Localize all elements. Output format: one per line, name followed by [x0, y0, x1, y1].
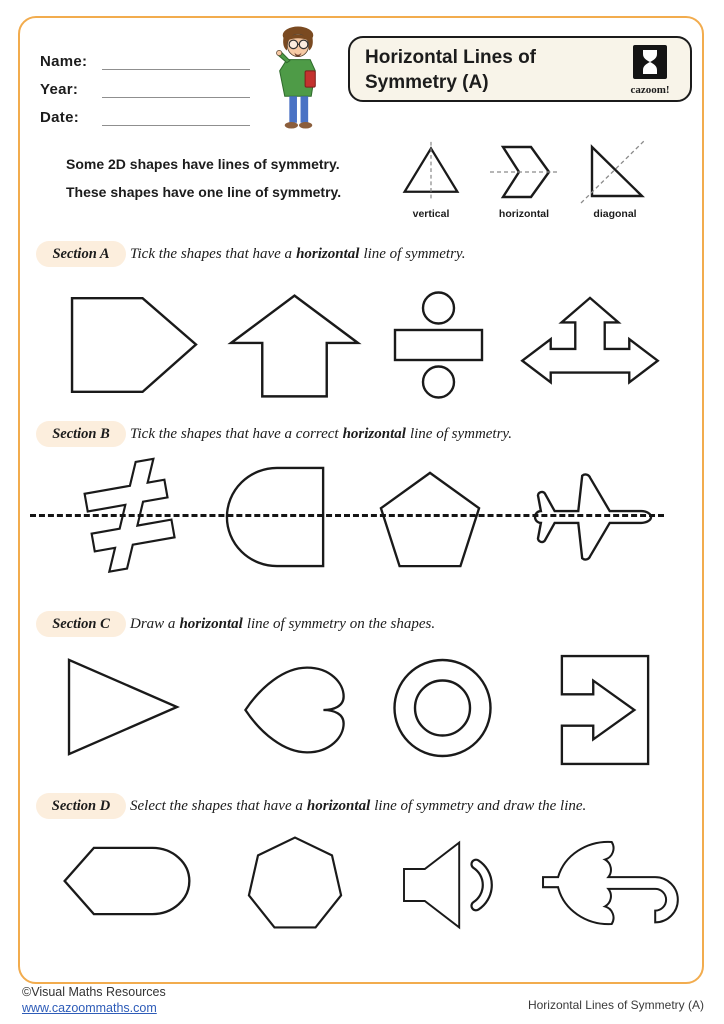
shape-three-way-arrow[interactable] — [516, 293, 664, 401]
title-box — [348, 36, 692, 102]
shape-speaker[interactable] — [400, 831, 504, 939]
example-label-horizontal: horizontal — [498, 208, 550, 220]
cazoom-logo-text: cazoom! — [630, 84, 670, 96]
section-d-label: Section D — [36, 793, 126, 819]
name-label: Name: — [40, 53, 88, 70]
example-diagonal-symmetry-triangle — [578, 140, 652, 204]
date-input-line[interactable] — [102, 105, 250, 126]
example-label-diagonal: diagonal — [593, 208, 637, 220]
name-input-line[interactable] — [102, 49, 250, 70]
shape-donut[interactable] — [390, 656, 495, 760]
shape-arrow-in-square[interactable] — [556, 650, 654, 770]
name-field-row — [40, 42, 250, 70]
footer-doc-title: Horizontal Lines of Symmetry (A) — [527, 998, 704, 1012]
shape-right-pointing-triangle[interactable] — [62, 654, 184, 760]
section-a-label: Section A — [36, 241, 126, 267]
example-horizontal-symmetry-chevron — [488, 140, 560, 204]
section-d-instruction: Select the shapes that have a horizontal line of symmetry and draw the line. — [130, 797, 587, 814]
section-c-instruction: Draw a horizontal line of symmetry on the shapes. — [130, 615, 436, 632]
intro-text: Some 2D shapes have lines of symmetry. These shapes have one line of symmetry. — [66, 156, 342, 200]
teacher-illustration — [266, 24, 332, 138]
shape-heptagon[interactable] — [243, 833, 347, 933]
year-input-line[interactable] — [102, 77, 250, 98]
shape-left-pointing-bullet[interactable] — [58, 843, 196, 919]
date-field-row — [40, 98, 250, 126]
cazoom-hourglass-icon — [633, 45, 667, 79]
shape-up-block-arrow[interactable] — [227, 290, 363, 402]
shape-pentagon[interactable] — [377, 468, 483, 571]
date-label: Date: — [40, 109, 80, 126]
cazoom-logo — [623, 45, 677, 96]
section-c-label: Section C — [36, 611, 126, 637]
copyright-text: ©Visual Maths Resources — [22, 985, 166, 999]
section-a-instruction: Tick the shapes that have a horizontal line of symmetry. — [130, 245, 466, 262]
shape-umbrella[interactable] — [538, 830, 682, 936]
section-b-instruction: Tick the shapes that have a correct horizontal line of symmetry. — [130, 425, 513, 442]
shape-airplane[interactable] — [523, 458, 665, 576]
shape-left-pointing-heart[interactable] — [238, 658, 352, 762]
section-b-label: Section B — [36, 421, 126, 447]
example-label-vertical: vertical — [412, 208, 450, 220]
horizontal-symmetry-dashed-line — [30, 514, 664, 517]
website-link[interactable]: www.cazoommaths.com — [22, 1001, 157, 1015]
shape-division-sign[interactable] — [391, 288, 486, 402]
shape-right-pointing-pentagon[interactable] — [66, 292, 202, 398]
example-vertical-symmetry-triangle — [398, 140, 464, 204]
footer-left — [22, 984, 166, 1016]
year-label: Year: — [40, 81, 79, 98]
shape-d-shape[interactable] — [220, 463, 332, 571]
worksheet-title: Horizontal Lines of Symmetry (A) — [365, 47, 536, 93]
year-field-row — [40, 70, 250, 98]
